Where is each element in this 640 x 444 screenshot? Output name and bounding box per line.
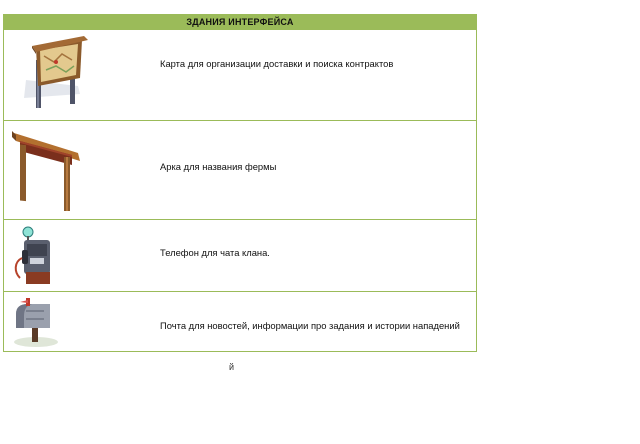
row-description: Телефон для чата клана. <box>160 247 270 258</box>
interface-buildings-table <box>3 14 477 352</box>
table-row <box>4 120 476 219</box>
farm-arch-icon <box>6 123 98 215</box>
table-row <box>4 219 476 291</box>
row-description: Арка для названия фермы <box>160 161 277 172</box>
row-description: Почта для новостей, информации про задания и истории нападений <box>160 320 460 331</box>
table-row <box>4 29 476 120</box>
mailbox-icon <box>6 294 66 350</box>
stray-character: й <box>229 362 235 372</box>
map-board-icon <box>6 32 98 118</box>
clan-phone-icon <box>6 222 66 290</box>
row-description: Карта для организации доставки и поиска контрактов <box>160 58 394 69</box>
table-row <box>4 291 476 351</box>
table-header: ЗДАНИЯ ИНТЕРФЕЙСА <box>4 14 476 29</box>
